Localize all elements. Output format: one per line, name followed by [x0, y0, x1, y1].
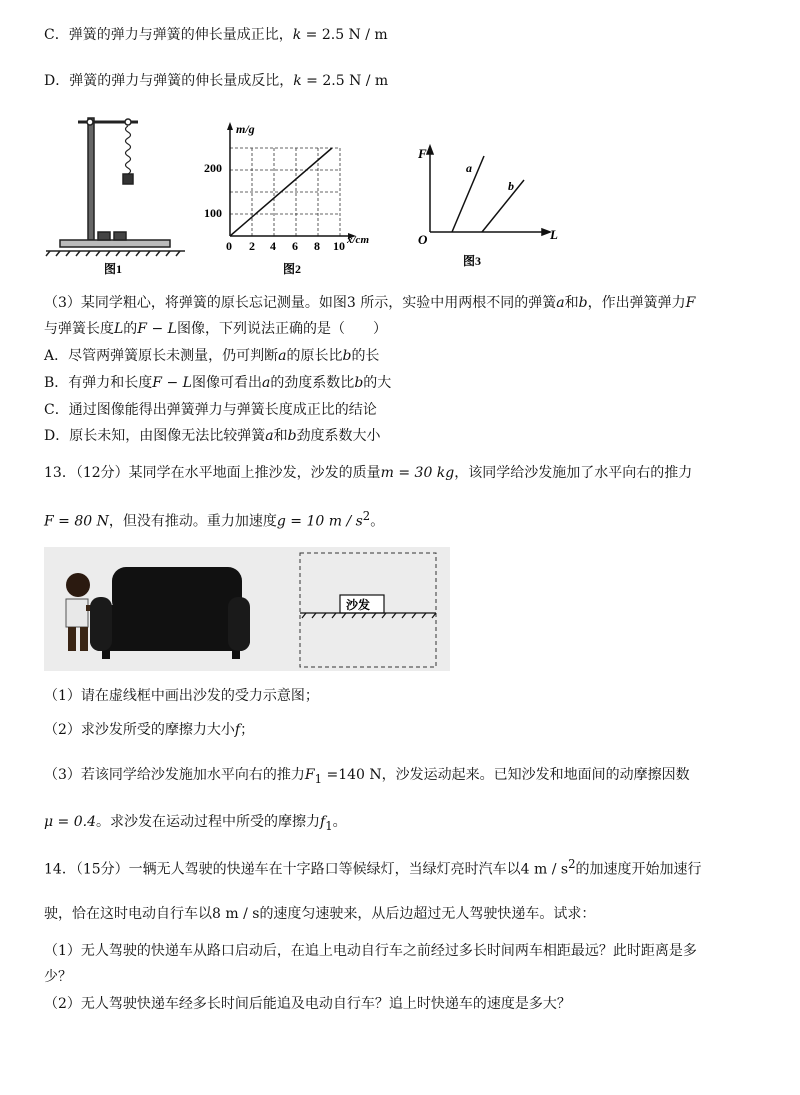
- q14-sub1-line1: （1）无人驾驶的快递车从路口启动后，在追上电动自行车之前经过多长时间两车相距最远？此时距离是多: [44, 943, 697, 959]
- q12-3-option-b: B．有弹力和长度F − L图像可看出a的劲度系数比b的大: [44, 375, 392, 391]
- q12-3-option-d: D．原长未知，由图像无法比较弹簧a和b劲度系数大小: [44, 428, 381, 444]
- figure-2-x-tick-2: 2: [249, 239, 255, 253]
- figure-2-y-tick-100: 100: [204, 206, 222, 220]
- q12-3-stem-line2: 与弹簧长度L的F − L图像，下列说法正确的是（ ）: [44, 321, 387, 337]
- q14-sub2: （2）无人驾驶快递车经多长时间后能追及电动自行车？追上时快递车的速度是多大？: [44, 996, 571, 1012]
- figure-2-x-tick-4: 4: [270, 239, 276, 253]
- q13-figures: [0, 545, 800, 675]
- q13-sub1: （1）请在虚线框中画出沙发的受力示意图；: [44, 688, 319, 704]
- figure-3-origin: O: [418, 232, 428, 247]
- figure-3-y-label: F: [418, 146, 427, 161]
- q13-sub2: （2）求沙发所受的摩擦力大小f；: [44, 722, 255, 738]
- q13-sub3-line2: μ = 0.4。求沙发在运动过程中所受的摩擦力$f_1$。: [44, 814, 347, 833]
- figures-row: [0, 108, 800, 283]
- figure-2-y-tick-200: 200: [204, 161, 222, 175]
- q12-3-option-a: A．尽管两弹簧原长未测量，仍可判断a的原长比b的长: [44, 348, 380, 364]
- option-d-top: D．弹簧的弹力与弹簧的伸长量成反比，k = 2.5 N / m: [44, 73, 389, 89]
- q14-stem-line2: 驶，恰在这时电动自行车以8 m / s的速度匀速驶来，从后边超过无人驾驶快递车。试求：: [44, 906, 596, 922]
- figure-3-x-label: L: [550, 227, 558, 242]
- q12-3-option-c: C．通过图像能得出弹簧弹力与弹簧长度成正比的结论: [44, 402, 377, 418]
- q14-stem-line1: 14．（15分）一辆无人驾驶的快递车在十字路口等候绿灯，当绿灯亮时汽车以4 m / $s^2$的加速度开始加速行: [44, 857, 702, 878]
- figure-2-graph: [227, 122, 356, 239]
- figure-2-y-label: m/g: [236, 122, 255, 136]
- figure-2-origin: 0: [226, 239, 232, 253]
- figure-3-line-b: b: [508, 179, 514, 193]
- q14-sub1-line2: 少？: [44, 969, 72, 985]
- figure-2-x-tick-6: 6: [292, 239, 298, 253]
- figure-3-line-a: a: [466, 161, 472, 175]
- figure-2-caption: 图2: [283, 262, 302, 276]
- sofa-illustration: [90, 567, 250, 659]
- option-c-top: C．弹簧的弹力与弹簧的伸长量成正比，k = 2.5 N / m: [44, 27, 388, 43]
- figure-1-apparatus: [46, 118, 185, 256]
- figure-3-caption: 图3: [463, 254, 482, 268]
- q13-stem-line2: F = 80 N，但没有推动。重力加速度g = 10 m / $s^2$。: [44, 509, 385, 530]
- sofa-box-label: 沙发: [346, 598, 371, 612]
- figure-2-x-tick-10: 10: [333, 239, 345, 253]
- figure-2-x-tick-8: 8: [314, 239, 320, 253]
- q13-stem-line1: 13．（12分）某同学在水平地面上推沙发，沙发的质量m = 30 kg，该同学给沙发施加了水平向右的推力: [44, 465, 693, 481]
- q12-3-stem-line1: （3）某同学粗心，将弹簧的原长忘记测量。如图3 所示，实验中用两根不同的弹簧a和b，作出弹簧弹力F: [44, 295, 696, 311]
- figure-1-caption: 图1: [104, 262, 123, 276]
- figure-2-x-label: x/cm: [347, 234, 369, 246]
- q13-sub3-line1: （3）若该同学给沙发施加水平向右的推力$F_1 =140$ N，沙发运动起来。已知沙发和地面间的动摩擦因数: [44, 767, 690, 786]
- figure-3-graph: [427, 146, 550, 235]
